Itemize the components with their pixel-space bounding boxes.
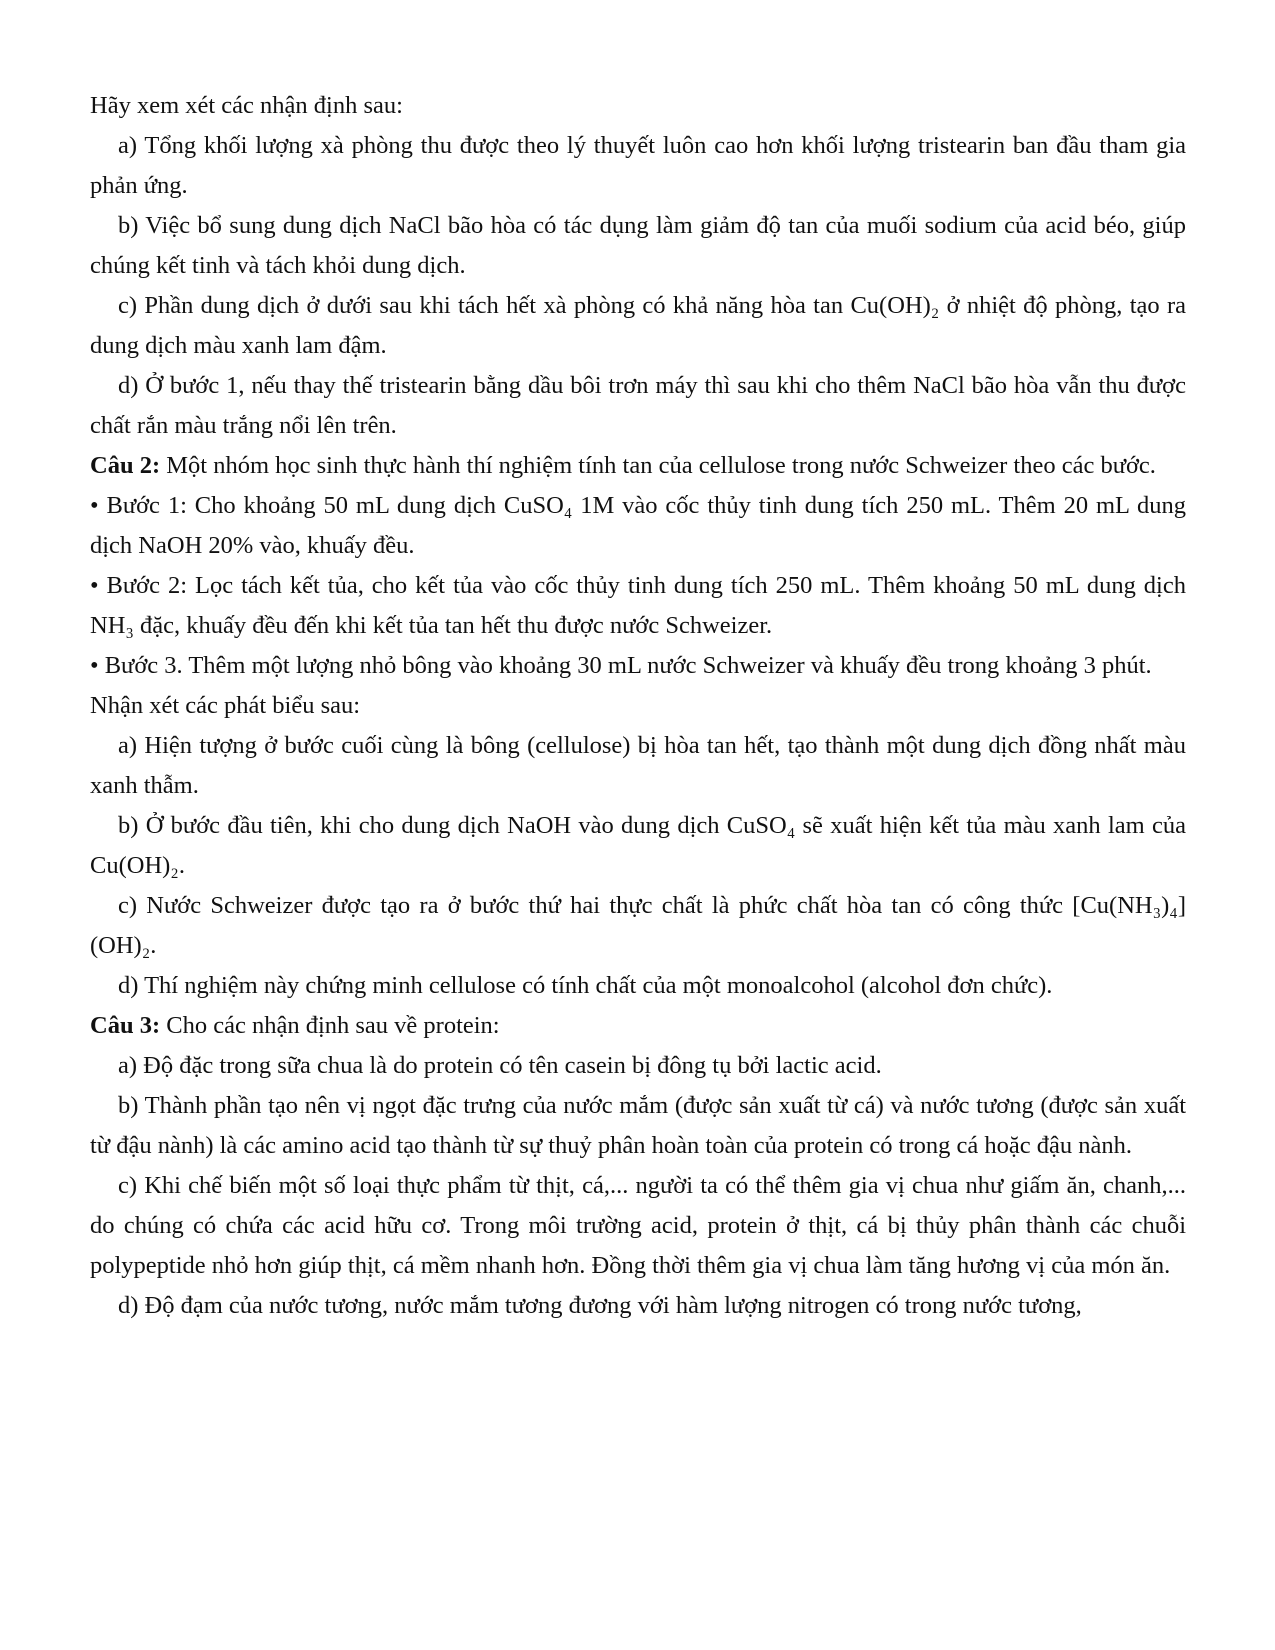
statement-3a: a) Độ đặc trong sữa chua là do protein có tên casein bị đông tụ bởi lactic acid.	[118, 1052, 882, 1079]
document-page	[90, 86, 1186, 1326]
question-3	[90, 1006, 1186, 1046]
question-2-label: Câu 2:	[90, 452, 161, 479]
statement-2d: d) Thí nghiệm này chứng minh cellulose có tính chất của một monoalcohol (alcohol đơn chức).	[118, 972, 1053, 999]
question-3-label: Câu 3:	[90, 1012, 161, 1039]
statement-3c: c) Khi chế biến một số loại thực phẩm từ thịt, cá,... người ta có thể thêm gia vị chua như giấm ăn, chanh,... do chúng có chứa các acid hữu cơ. Trong môi trường acid, protein ở thịt, cá bị thủy phân thành các chuỗi polypeptide nhỏ hơn giúp thịt, cá mềm nhanh hơn. Đồng thời thêm gia vị chua làm tăng hương vị của món ăn.	[90, 1172, 1186, 1279]
statement-1b: b) Việc bổ sung dung dịch NaCl bão hòa có tác dụng làm giảm độ tan của muối sodium của acid béo, giúp chúng kết tinh và tách khỏi dung dịch.	[90, 212, 1186, 279]
question-2-step-3: • Bước 3. Thêm một lượng nhỏ bông vào khoảng 30 mL nước Schweizer và khuấy đều trong khoảng 3 phút.	[90, 652, 1152, 679]
statement-1a: a) Tổng khối lượng xà phòng thu được theo lý thuyết luôn cao hơn khối lượng tristearin ban đầu tham gia phản ứng.	[90, 132, 1186, 199]
statement-3b: b) Thành phần tạo nên vị ngọt đặc trưng của nước mắm (được sản xuất từ cá) và nước tương (được sản xuất từ đậu nành) là các amino acid tạo thành từ sự thuỷ phân hoàn toàn của protein có trong cá hoặc đậu nành.	[90, 1092, 1186, 1159]
question-2-text: Một nhóm học sinh thực hành thí nghiệm tính tan của cellulose trong nước Schweizer theo các bước.	[160, 452, 1156, 479]
statement-2b: b) Ở bước đầu tiên, khi cho dung dịch NaOH vào dung dịch CuSO₄ sẽ xuất hiện kết tủa màu xanh lam của Cu(OH)₂.	[90, 812, 1186, 879]
statement-2a: a) Hiện tượng ở bước cuối cùng là bông (cellulose) bị hòa tan hết, tạo thành một dung dịch đồng nhất màu xanh thẫm.	[90, 732, 1186, 799]
statement-1d: d) Ở bước 1, nếu thay thế tristearin bằng dầu bôi trơn máy thì sau khi cho thêm NaCl bão hòa vẫn thu được chất rắn màu trắng nổi lên trên.	[90, 372, 1186, 439]
statement-3d: d) Độ đạm của nước tương, nước mắm tương đương với hàm lượng nitrogen có trong nước tương,	[118, 1292, 1082, 1319]
question-2-prompt: Nhận xét các phát biểu sau:	[90, 692, 361, 719]
intro-line: Hãy xem xét các nhận định sau:	[90, 92, 403, 119]
question-2-step-2: • Bước 2: Lọc tách kết tủa, cho kết tủa vào cốc thủy tinh dung tích 250 mL. Thêm khoảng 50 mL dung dịch NH₃ đặc, khuấy đều đến khi kết tủa tan hết thu được nước Schweizer.	[90, 572, 1186, 639]
statement-1c: c) Phần dung dịch ở dưới sau khi tách hết xà phòng có khả năng hòa tan Cu(OH)₂ ở nhiệt độ phòng, tạo ra dung dịch màu xanh lam đậm.	[90, 292, 1186, 359]
statement-2c: c) Nước Schweizer được tạo ra ở bước thứ hai thực chất là phức chất hòa tan có công thức [Cu(NH₃)₄](OH)₂.	[90, 892, 1186, 959]
question-2-step-1: • Bước 1: Cho khoảng 50 mL dung dịch CuSO₄ 1M vào cốc thủy tinh dung tích 250 mL. Thêm 20 mL dung dịch NaOH 20% vào, khuấy đều.	[90, 492, 1186, 559]
question-3-text: Cho các nhận định sau về protein:	[160, 1012, 500, 1039]
question-2	[90, 446, 1186, 486]
